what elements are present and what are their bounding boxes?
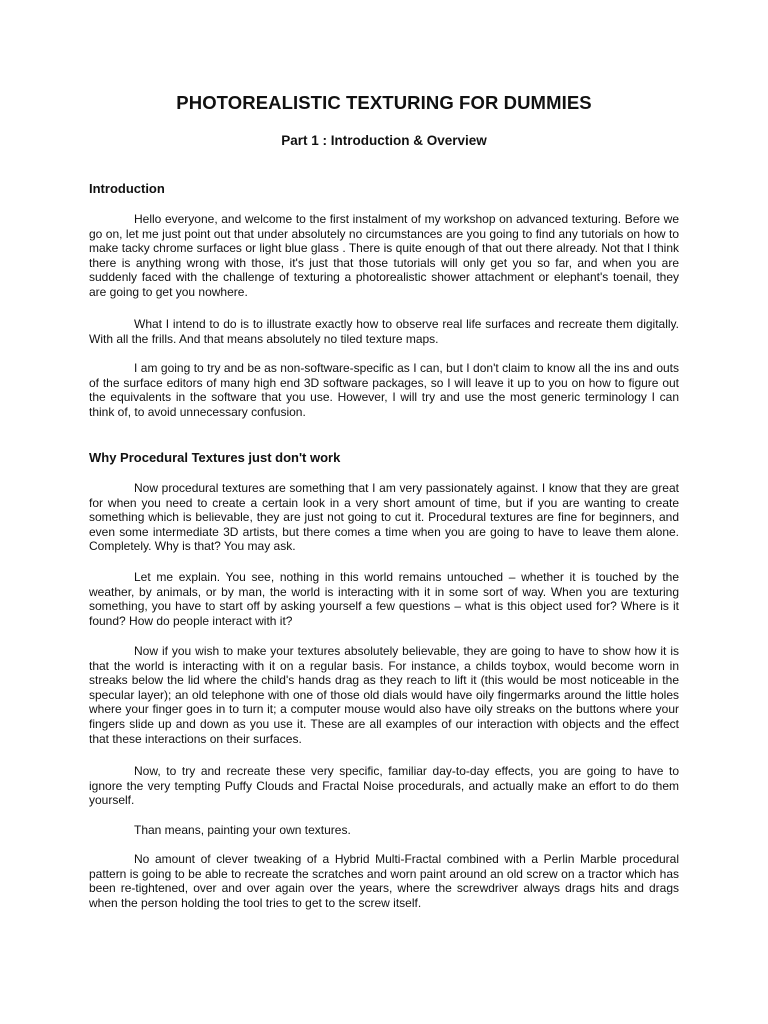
paragraph: Now procedural textures are something that I am very passionately against. I know that they are great for when you need to create a certain look in a very short amount of time, but if you are wanting to create something which is believable, they are just not going to cut it. Procedural textures are fine for beginners, and even some intermediate 3D artists, but there comes a time when you are going to have to leave them alone. Completely. Why is that? You may ask. <box>89 481 679 554</box>
paragraph: Than means, painting your own textures. <box>134 823 351 837</box>
paragraph: Let me explain. You see, nothing in this world remains untouched – whether it is touched by the weather, by animals, or by man, the world is interacting with it in some sort of way. When you are texturing something, you have to start off by asking yourself a few questions – what is this object used for? Where is it found? How do people interact with it? <box>89 570 679 628</box>
paragraph: Now if you wish to make your textures absolutely believable, they are going to have to show how it is that the world is interacting with it on a regular basis. For instance, a childs toybox, would become worn in streaks below the lid where the child's hands drag as they reach to lift it (this would be most noticeable in the specular layer); an old telephone with one of those old dials would have oily fingermarks around the little holes where your finger goes in to turn it; a computer mouse would also have oily streaks on the buttons where your fingers slide up and down as you use it. These are all examples of our interaction with objects and the effect that these interactions on their surfaces. <box>89 644 679 746</box>
section-heading-procedural: Why Procedural Textures just don't work <box>89 450 341 465</box>
paragraph: No amount of clever tweaking of a Hybrid Multi-Fractal combined with a Perlin Marble procedural pattern is going to be able to recreate the scratches and worn paint around an old screw on a tractor which has been re-tightened, over and over again over the years, where the screwdriver always drags hits and drags when the person holding the tool tries to get to the screw itself. <box>89 852 679 910</box>
document-subtitle: Part 1 : Introduction & Overview <box>281 133 487 148</box>
paragraph: What I intend to do is to illustrate exactly how to observe real life surfaces and recreate them digitally. With all the frills. And that means absolutely no tiled texture maps. <box>89 317 679 346</box>
paragraph: Hello everyone, and welcome to the first instalment of my workshop on advanced texturing. Before we go on, let me just point out that under absolutely no circumstances are you going to find any tutorials on how to make tacky chrome surfaces or light blue glass . There is quite enough of that out there already. Not that I think there is anything wrong with those, it's just that those tutorials will only get you so far, and when you are suddenly faced with the challenge of texturing a photorealistic shower attachment or elephant's toenail, they are going to get you nowhere. <box>89 212 679 299</box>
paragraph: Now, to try and recreate these very specific, familiar day-to-day effects, you are going to have to ignore the very tempting Puffy Clouds and Fractal Noise procedurals, and actually make an effort to do them yourself. <box>89 764 679 808</box>
section-heading-introduction: Introduction <box>89 181 165 196</box>
document-title: PHOTOREALISTIC TEXTURING FOR DUMMIES <box>176 92 592 113</box>
paragraph: I am going to try and be as non-software-specific as I can, but I don't claim to know all the ins and outs of the surface editors of many high end 3D software packages, so I will leave it up to you on how to figure out the equivalents in the software that you use. However, I will try and use the most generic terminology I can think of, to avoid unnecessary confusion. <box>89 361 679 419</box>
